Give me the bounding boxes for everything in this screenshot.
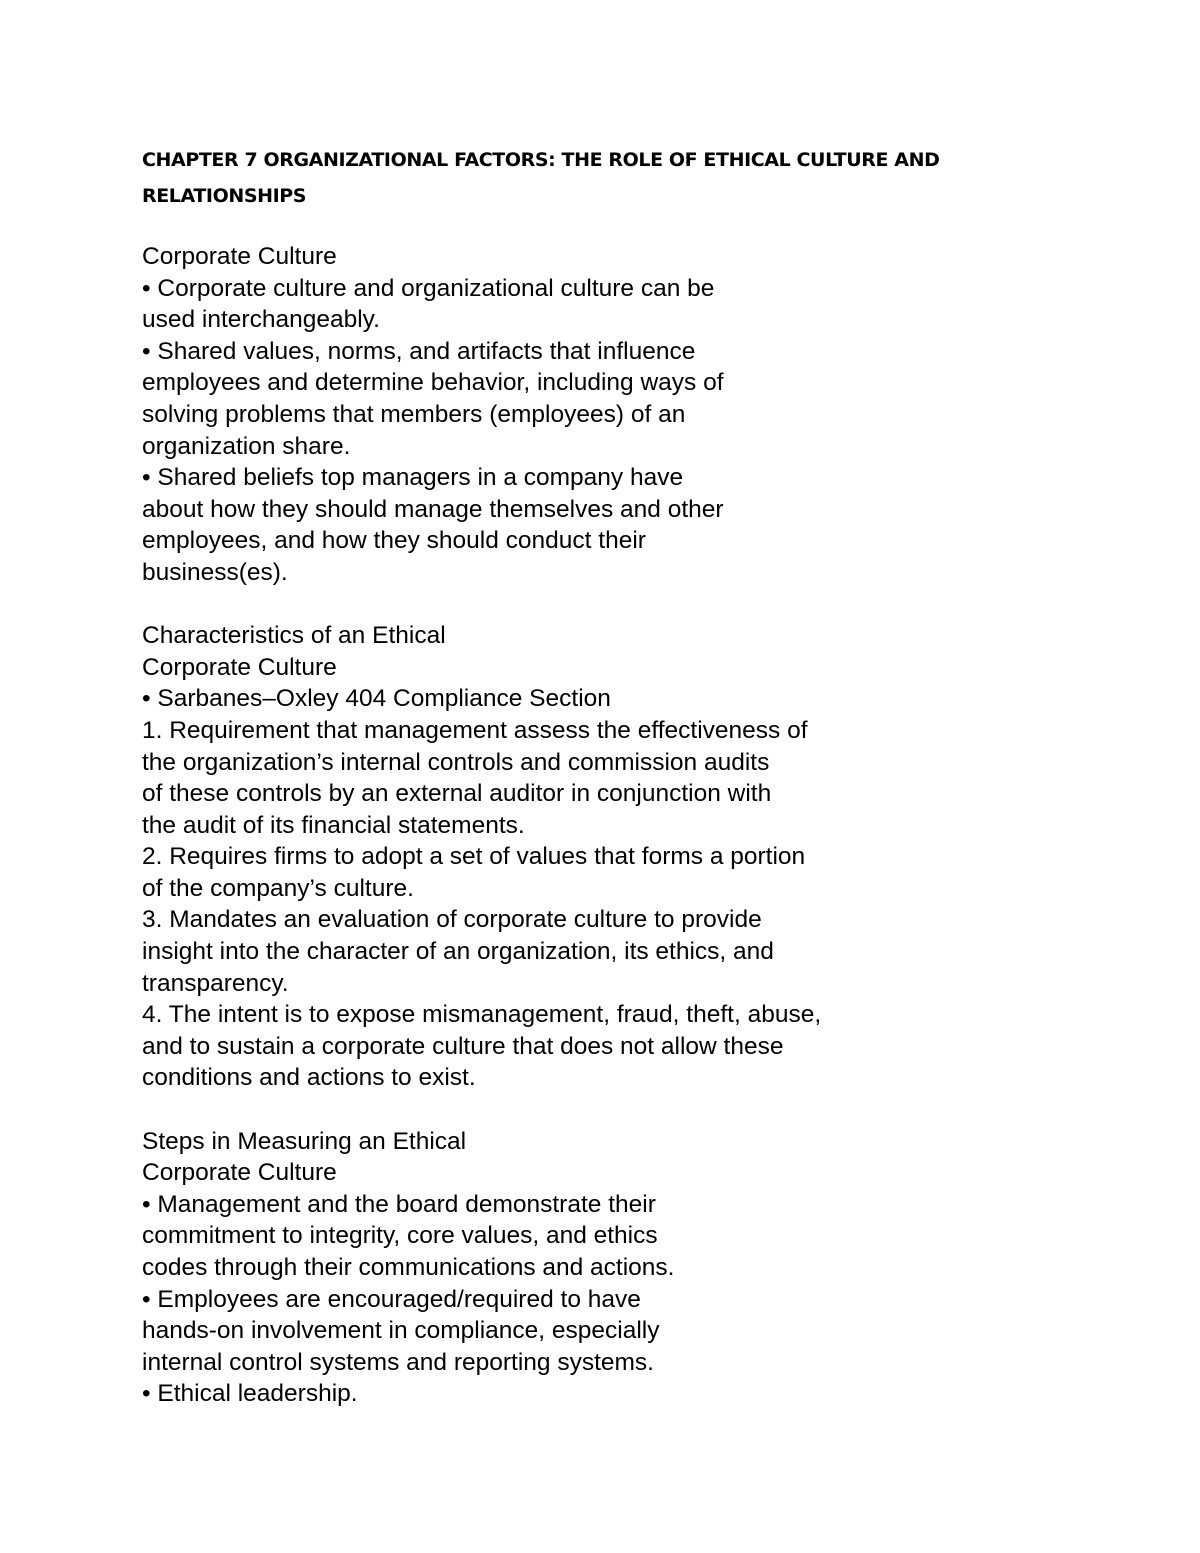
body-line: the audit of its financial statements. <box>142 811 525 839</box>
body-line: • Corporate culture and organizational culture can be <box>142 274 715 302</box>
section-heading: Corporate Culture <box>142 243 337 270</box>
section-heading: Corporate Culture <box>142 653 337 681</box>
body-line: the organization’s internal controls and commission audits <box>142 748 770 776</box>
body-line: transparency. <box>142 969 289 997</box>
body-line: solving problems that members (employees) of an <box>142 400 686 428</box>
body-line: and to sustain a corporate culture that does not allow these <box>142 1032 784 1060</box>
body-line: • Sarbanes–Oxley 404 Compliance Section <box>142 685 611 713</box>
body-line: 4. The intent is to expose mismanagement, fraud, theft, abuse, <box>142 1001 822 1029</box>
body-line: of these controls by an external auditor in conjunction with <box>142 780 772 808</box>
body-line: used interchangeably. <box>142 306 380 334</box>
body-line: • Shared values, norms, and artifacts that influence <box>142 337 696 365</box>
body-line: hands-on involvement in compliance, especially <box>142 1317 660 1345</box>
section-corporate-culture <box>142 241 1102 589</box>
title-line: RELATIONSHIPS <box>142 185 307 207</box>
body-line: • Employees are encouraged/required to have <box>142 1285 641 1313</box>
body-line: 2. Requires firms to adopt a set of values that forms a portion <box>142 843 806 871</box>
body-line: 3. Mandates an evaluation of corporate culture to provide <box>142 906 762 934</box>
section-measuring-steps <box>142 1126 1102 1410</box>
chapter-title <box>142 142 1072 214</box>
body-line: conditions and actions to exist. <box>142 1064 476 1092</box>
body-line: • Ethical leadership. <box>142 1380 358 1408</box>
body-line: • Management and the board demonstrate their <box>142 1190 656 1218</box>
body-line: business(es). <box>142 558 288 586</box>
body-line: 1. Requirement that management assess the effectiveness of <box>142 716 808 744</box>
body-line: • Shared beliefs top managers in a company have <box>142 464 684 492</box>
section-characteristics <box>142 620 1102 1094</box>
body-line: employees, and how they should conduct their <box>142 527 646 555</box>
title-line: CHAPTER 7 ORGANIZATIONAL FACTORS: THE ROLE OF ETHICAL CULTURE AND <box>142 149 940 171</box>
section-heading: Characteristics of an Ethical <box>142 622 446 650</box>
section-heading: Corporate Culture <box>142 1159 337 1187</box>
section-heading: Steps in Measuring an Ethical <box>142 1127 467 1155</box>
body-line: internal control systems and reporting systems. <box>142 1348 654 1376</box>
body-line: insight into the character of an organization, its ethics, and <box>142 938 774 966</box>
paragraph-gap <box>142 589 1102 621</box>
body-line: about how they should manage themselves and other <box>142 495 724 523</box>
paragraph-gap <box>142 1094 1102 1126</box>
body-line: organization share. <box>142 432 351 460</box>
body-line: of the company’s culture. <box>142 874 414 902</box>
body-line: employees and determine behavior, including ways of <box>142 369 724 397</box>
body-line: codes through their communications and actions. <box>142 1254 675 1281</box>
body-line: commitment to integrity, core values, and ethics <box>142 1222 658 1250</box>
document-body <box>142 241 1102 1410</box>
